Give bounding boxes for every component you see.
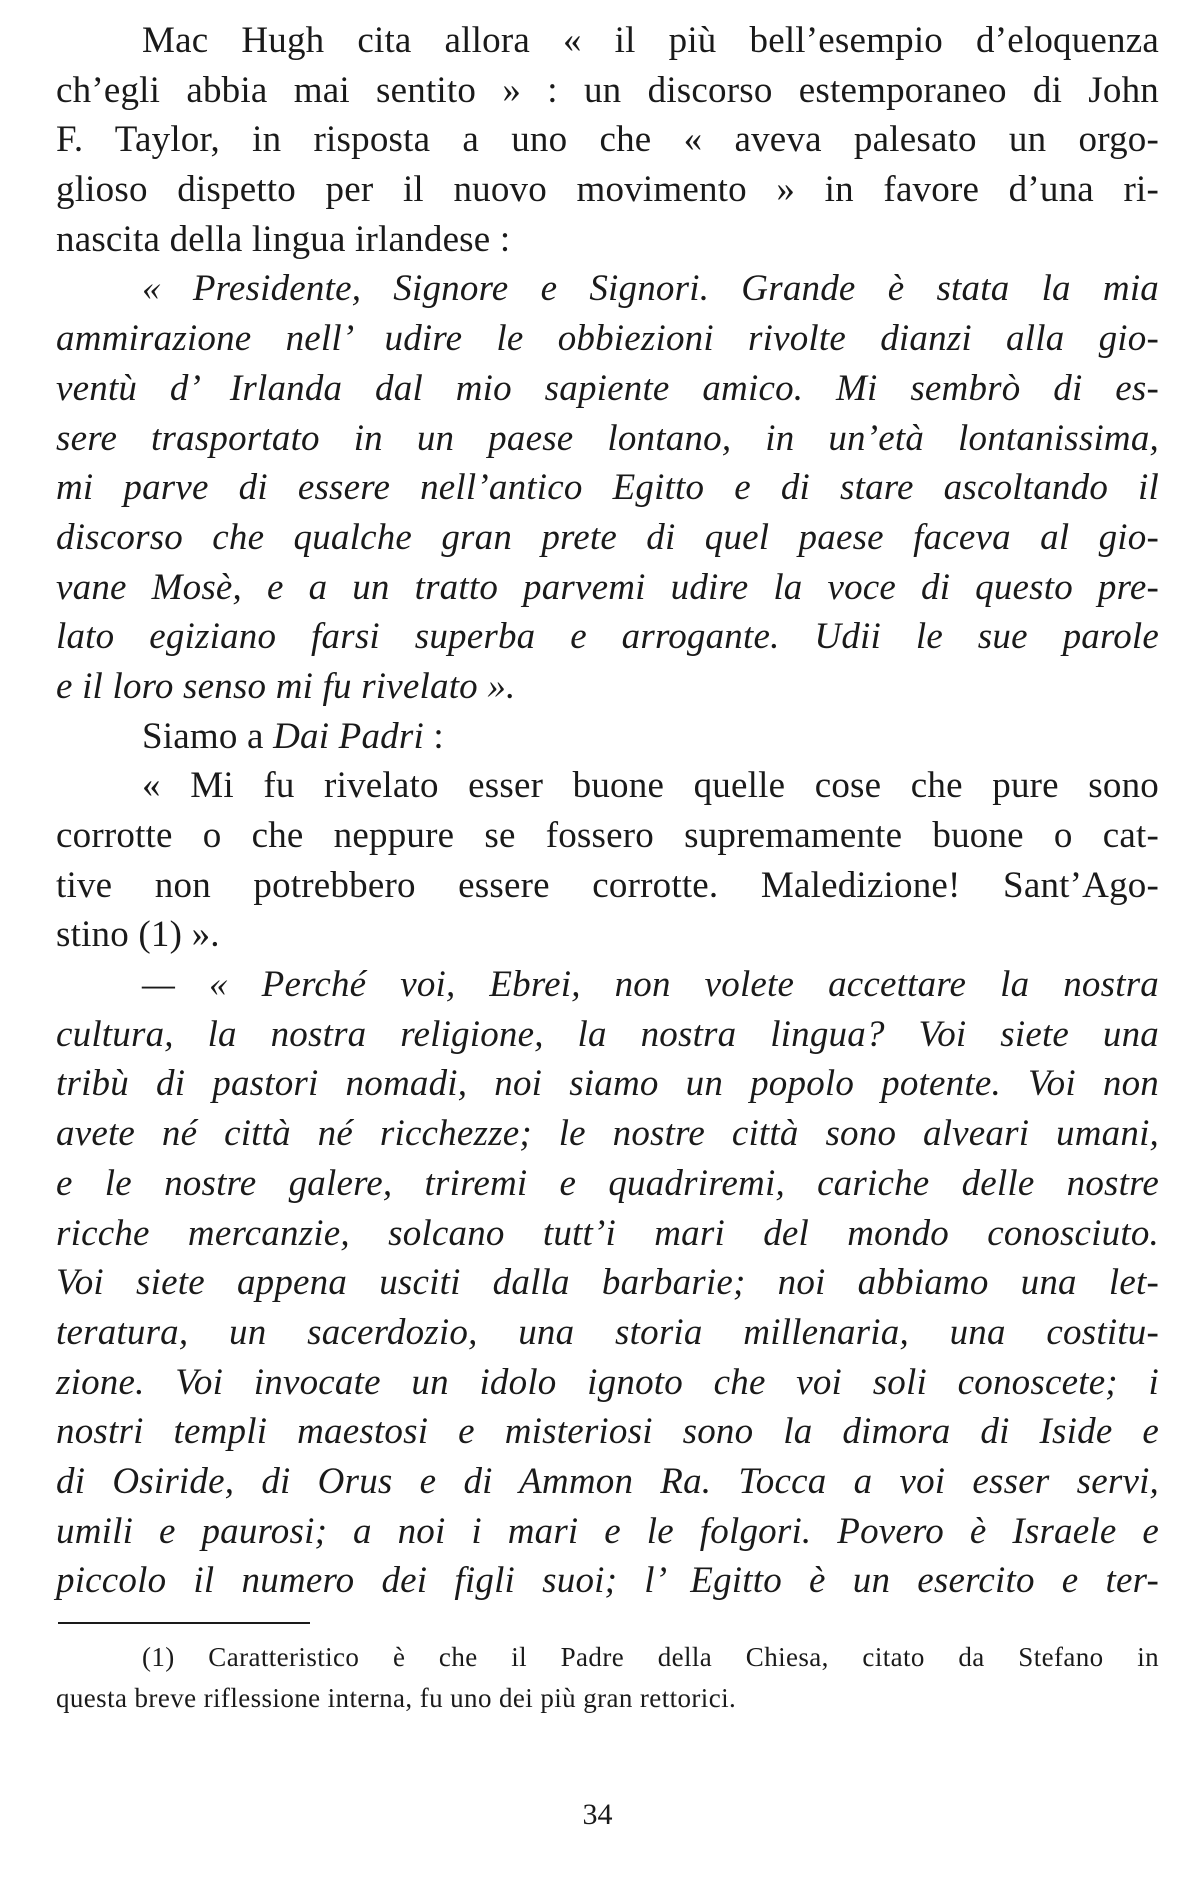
quote-line: lato egiziano farsi superba e arrogante. Udii le sue parole xyxy=(56,616,1159,658)
text-line: nascita della lingua irlandese : xyxy=(56,218,511,260)
quote-line: sere trasportato in un paese lontano, in un’età lontanissima, xyxy=(56,417,1159,459)
quote-line: cultura, la nostra religione, la nostra lingua? Voi siete una xyxy=(56,1013,1159,1055)
main-text xyxy=(56,16,1159,1606)
text-line: stino (1) ». xyxy=(56,914,220,956)
siamo-line xyxy=(56,712,1159,762)
siamo-text: Siamo a xyxy=(142,715,264,757)
footnote xyxy=(56,1637,1159,1719)
text-line: glioso dispetto per il nuovo movimento » in favore d’una ri- xyxy=(56,169,1159,211)
text-line: « Mi fu rivelato esser buone quelle cose che pure sono xyxy=(142,765,1159,807)
footnote-line: (1) Caratteristico è che il Padre della Chiesa, citato da Stefano in xyxy=(142,1642,1159,1672)
quote-line: tribù di pastori nomadi, noi siamo un popolo potente. Voi non xyxy=(56,1063,1159,1105)
quote-line: di Osiride, di Orus e di Ammon Ra. Tocca a voi esser servi, xyxy=(56,1460,1159,1502)
quote-line: discorso che qualche gran prete di quel paese faceva al gio- xyxy=(56,516,1159,558)
quote-line: — « Perché voi, Ebrei, non volete accettare la nostra xyxy=(142,964,1159,1006)
quote-line: teratura, un sacerdozio, una storia millenaria, una costitu- xyxy=(56,1311,1159,1353)
quote-line: e le nostre galere, triremi e quadriremi, cariche delle nostre xyxy=(56,1162,1159,1204)
text-line: corrotte o che neppure se fossero supremamente buone o cat- xyxy=(56,815,1159,856)
text-line: ch’egli abbia mai sentito » : un discorso estemporaneo di John xyxy=(56,69,1159,111)
quote-line: Voi siete appena usciti dalla barbarie; noi abbiamo una let- xyxy=(56,1262,1159,1304)
quote-line: ricche mercanzie, solcano tutt’i mari del mondo conosciuto. xyxy=(56,1212,1159,1254)
quote-line: ventù d’ Irlanda dal mio sapiente amico. Mi sembrò di es- xyxy=(56,367,1159,409)
dai-padri-title: Dai Padri xyxy=(273,715,424,757)
quote-line: umili e paurosi; a noi i mari e le folgori. Povero è Israele e xyxy=(56,1510,1159,1552)
siamo-colon: : xyxy=(423,715,444,757)
quote-line: « Presidente, Signore e Signori. Grande è stata la mia xyxy=(142,268,1159,310)
footnote-line: questa breve riflessione interna, fu uno dei più gran rettorici. xyxy=(56,1683,737,1713)
quote-line: zione. Voi invocate un idolo ignoto che voi soli conoscete; i xyxy=(56,1361,1159,1403)
quote-line: mi parve di essere nell’antico Egitto e di stare ascoltando il xyxy=(56,467,1159,509)
quote-line: vane Mosè, e a un tratto parvemi udire la voce di questo pre- xyxy=(56,566,1159,608)
quote-line: piccolo il numero dei figli suoi; l’ Egitto è un esercito e ter- xyxy=(56,1560,1159,1602)
quote-line: ammirazione nell’ udire le obbiezioni rivolte dianzi alla gio- xyxy=(56,318,1159,360)
text-line: tive non potrebbero essere corrotte. Maledizione! Sant’Ago- xyxy=(56,864,1159,906)
footnote-divider xyxy=(58,1622,310,1624)
page-number: 34 xyxy=(582,1798,613,1831)
quote-line: nostri templi maestosi e misteriosi sono la dimora di Iside e xyxy=(56,1411,1159,1453)
quote-line: avete né città né ricchezze; le nostre città sono alveari umani, xyxy=(56,1113,1159,1155)
text-line: Mac Hugh cita allora « il più bell’esempio d’eloquenza xyxy=(142,20,1159,61)
quote-line: e il loro senso mi fu rivelato ». xyxy=(56,665,516,707)
text-line: F. Taylor, in risposta a uno che « aveva palesato un orgo- xyxy=(56,119,1159,161)
